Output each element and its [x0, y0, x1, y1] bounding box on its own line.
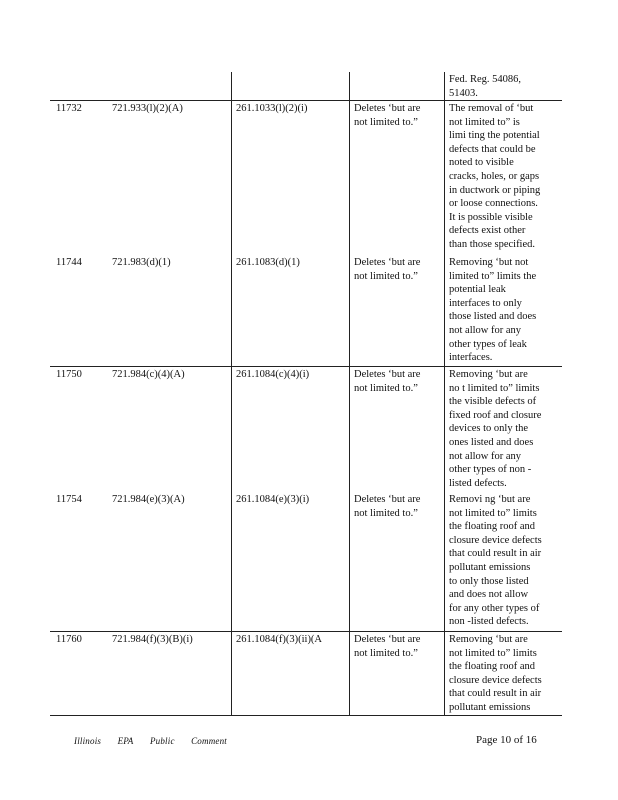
table-divider	[50, 631, 562, 632]
table-row-0-note: Fed. Reg. 54086, 51403.	[449, 74, 522, 99]
table-row-1-federal-section: 261.1033(l)(2)(i)	[236, 103, 308, 114]
table-row-5-section: 721.984(f)(3)(B)(i)	[112, 634, 193, 645]
table-row-4-section: 721.984(e)(3)(A)	[112, 494, 185, 505]
table-row-3-comment: Removing ‘but are no t limited to” limits the visible defects of fixed roof and closure devices to only the ones listed and does not allow for any other types of non - listed defects.	[449, 369, 542, 489]
table-row-1-comment: The removal of ‘but not limited to” is limi ting the potential defects that could be noted to visible cracks, holes, or gaps in ductwork or piping or loose connections. It is possible visible defects exist other than those specified.	[449, 103, 541, 250]
table-row-4-id: 11754	[56, 494, 82, 505]
table-row-2-federal-section: 261.1083(d)(1)	[236, 257, 300, 268]
table-row-2-change: Deletes ‘but are not limited to.”	[354, 257, 421, 282]
table-row-5-id: 11760	[56, 634, 82, 645]
table-row-2-id: 11744	[56, 257, 82, 268]
table-row-3-federal-section: 261.1084(c)(4)(i)	[236, 369, 310, 380]
table-row-3-section: 721.984(c)(4)(A)	[112, 369, 185, 380]
table-row-1-id: 11732	[56, 103, 82, 114]
page-number: Page 10 of 16	[476, 734, 537, 746]
table-divider	[231, 72, 232, 715]
table-row-3-change: Deletes ‘but are not limited to.”	[354, 369, 421, 394]
table-divider	[444, 72, 445, 715]
table-row-2-comment: Removing ‘but not limited to” limits the potential leak interfaces to only those listed and does not allow for any other types of leak interfaces.	[449, 257, 537, 364]
table-row-5-comment: Removing ‘but are not limited to” limits the floating roof and closure device defects that could result in air pollutant emissions	[449, 634, 542, 713]
table-row-5-change: Deletes ‘but are not limited to.”	[354, 634, 421, 659]
table-row-4-change: Deletes ‘but are not limited to.”	[354, 494, 421, 519]
table-divider	[50, 715, 562, 716]
footer-source: Illinois EPA Public Comment	[74, 736, 228, 746]
table-row-4-comment: Removi ng ‘but are not limited to” limits the floating roof and closure device defects that could result in air pollutant emissions to only those listed and does not allow for any other types of non -listed defects.	[449, 494, 542, 628]
table-row-1-section: 721.933(l)(2)(A)	[112, 103, 183, 114]
table-row-4-federal-section: 261.1084(e)(3)(i)	[236, 494, 310, 505]
table-divider	[50, 366, 562, 367]
table-row-5-federal-section: 261.1084(f)(3)(ii)(A	[236, 634, 323, 645]
table-row-3-id: 11750	[56, 369, 82, 380]
table-divider	[349, 72, 350, 715]
table-row-1-change: Deletes ‘but are not limited to.”	[354, 103, 421, 128]
table-row-2-section: 721.983(d)(1)	[112, 257, 171, 268]
